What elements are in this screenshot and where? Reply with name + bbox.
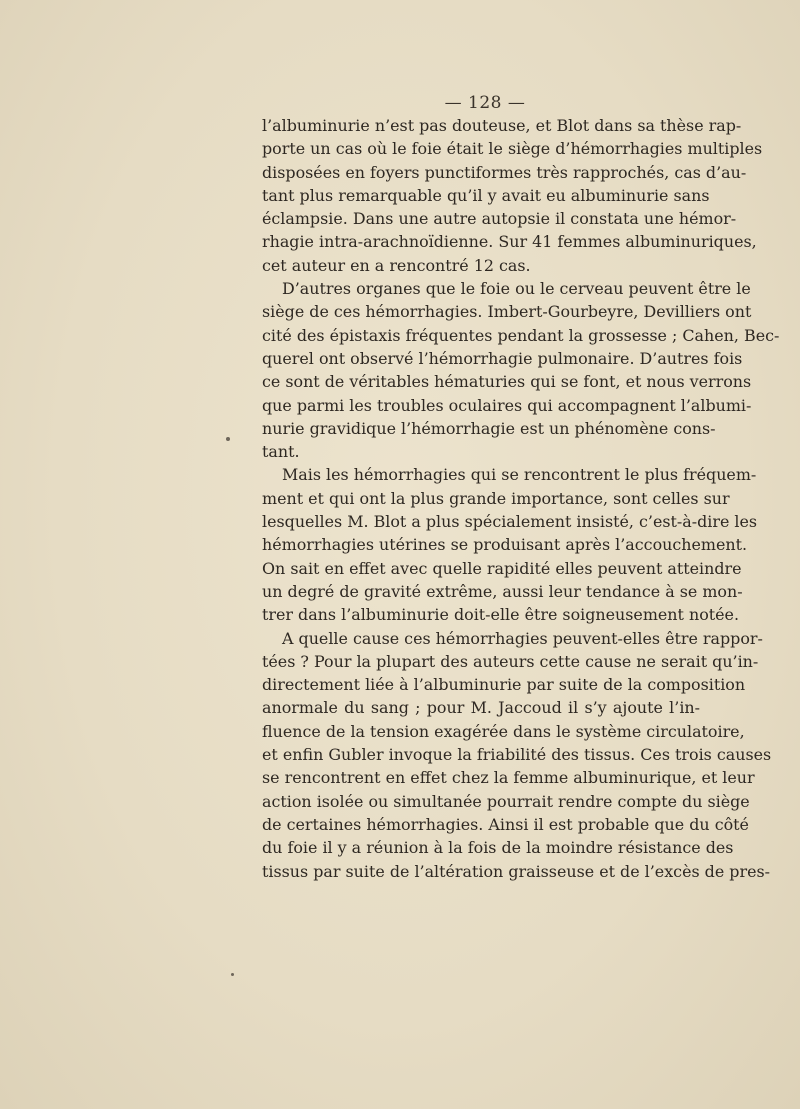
- body-text: [262, 114, 780, 883]
- text-line: action isolée ou simultanée pourrait rendre compte du siège: [262, 791, 750, 811]
- text-line: que parmi les troubles oculaires qui accompagnent l’albumi-: [262, 395, 752, 415]
- text-line: nurie gravidique l’hémorrhagie est un phénomène cons-: [262, 418, 716, 438]
- text-line: cité des épistaxis fréquentes pendant la grossesse ; Cahen, Bec-: [262, 325, 780, 345]
- text-line: directement liée à l’albuminurie par suite de la composition: [262, 675, 746, 695]
- text-line: ment et qui ont la plus grande importance, sont celles sur: [262, 488, 730, 508]
- text-line: éclampsie. Dans une autre autopsie il constata une hémor-: [262, 209, 737, 229]
- text-line: A quelle cause ces hémorrhagies peuvent-elles être rappor-: [282, 628, 763, 648]
- text-line: fluence de la tension exagérée dans le système circulatoire,: [262, 721, 745, 741]
- text-line: un degré de gravité extrême, aussi leur tendance à se mon-: [262, 581, 743, 601]
- text-line: du foie il y a réunion à la fois de la moindre résistance des: [262, 838, 734, 858]
- margin-speck: [231, 973, 234, 976]
- text-line: rhagie intra-arachnoïdienne. Sur 41 femmes albuminuriques,: [262, 232, 757, 252]
- text-line: D’autres organes que le foie ou le cerveau peuvent être le: [282, 279, 751, 299]
- text-line: l’albuminurie n’est pas douteuse, et Blot dans sa thèse rap-: [262, 116, 742, 135]
- text-line: lesquelles M. Blot a plus spécialement insisté, c’est-à-dire les: [262, 512, 758, 532]
- text-line: trer dans l’albuminurie doit-elle être soigneusement notée.: [262, 605, 740, 625]
- text-line: se rencontrent en effet chez la femme albuminurique, et leur: [262, 768, 755, 788]
- text-line: et enfin Gubler invoque la friabilité des tissus. Ces trois causes: [262, 745, 772, 765]
- text-line: siège de ces hémorrhagies. Imbert-Gourbeyre, Devilliers ont: [262, 302, 752, 322]
- text-line: de certaines hémorrhagies. Ainsi il est probable que du côté: [262, 814, 749, 834]
- text-line: anormale du sang ; pour M. Jaccoud il s’y ajoute l’in-: [262, 698, 700, 718]
- text-line: disposées en foyers punctiformes très rapprochés, cas d’au-: [262, 162, 747, 182]
- text-line: Mais les hémorrhagies qui se rencontrent le plus fréquem-: [282, 465, 757, 485]
- text-line: On sait en effet avec quelle rapidité elles peuvent atteindre: [262, 558, 742, 578]
- text-line: hémorrhagies utérines se produisant après l’accouchement.: [262, 535, 748, 555]
- text-line: tant.: [262, 442, 300, 462]
- text-line: querel ont observé l’hémorrhagie pulmonaire. D’autres fois: [262, 348, 743, 368]
- text-line: tées ? Pour la plupart des auteurs cette cause ne serait qu’in-: [262, 651, 759, 671]
- margin-speck: [226, 437, 230, 441]
- page-number: — 128 —: [444, 93, 526, 113]
- text-line: cet auteur en a rencontré 12 cas.: [262, 255, 531, 275]
- text-line: porte un cas où le foie était le siège d’hémorrhagies multiples: [262, 139, 763, 159]
- text-line: ce sont de véritables hématuries qui se font, et nous verrons: [262, 372, 752, 392]
- text-line: tant plus remarquable qu’il y avait eu albuminurie sans: [262, 185, 710, 205]
- text-line: tissus par suite de l’altération graisseuse et de l’excès de pres-: [262, 861, 771, 881]
